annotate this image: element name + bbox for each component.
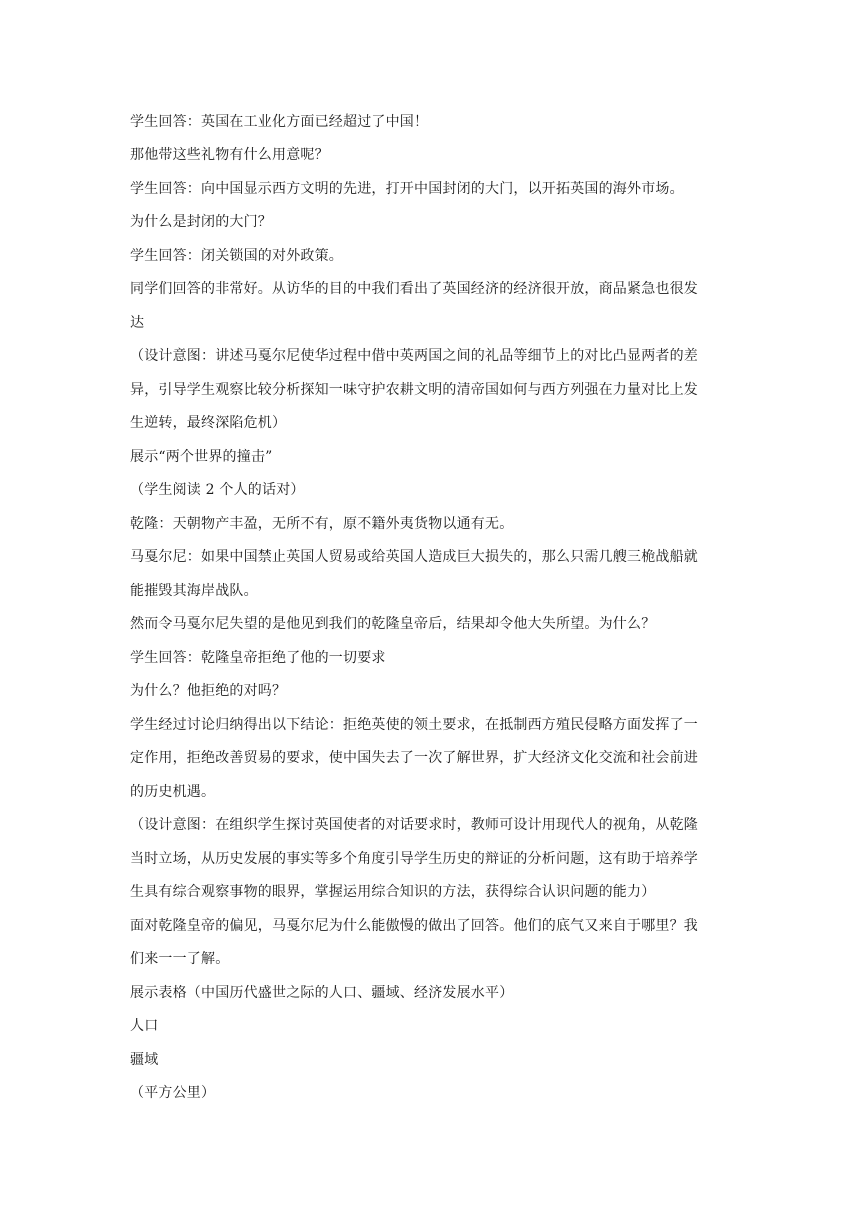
- text-line: 面对乾隆皇帝的偏见，马戛尔尼为什么能傲慢的做出了回答。他们的底气又来自于哪里？我: [130, 918, 698, 934]
- text-line: 学生回答：英国在工业化方面已经超过了中国！: [130, 114, 429, 130]
- text-line: 同学们回答的非常好。从访华的目的中我们看出了英国经济的经济很开放，商品紧急也很发: [130, 281, 698, 297]
- text-line: 们来一一了解。: [130, 951, 230, 967]
- text-line: 学生回答：闭关锁国的对外政策。: [130, 248, 343, 264]
- text-line: 达: [130, 315, 145, 331]
- text-line: 学生回答：乾隆皇帝拒绝了他的一切要求: [130, 650, 386, 666]
- text-line: 当时立场，从历史发展的事实等多个角度引导学生历史的辩证的分析问题，这有助于培养学: [130, 851, 698, 867]
- text-line: 展示“两个世界的撞击”: [130, 449, 273, 465]
- text-line: 为什么？他拒绝的对吗？: [130, 683, 287, 699]
- text-line: 生逆转，最终深陷危机）: [130, 415, 287, 431]
- text-line: 然而令马戛尔尼失望的是他见到我们的乾隆皇帝后，结果却令他大失所望。为什么？: [130, 616, 656, 632]
- text-line: 马戛尔尼：如果中国禁止英国人贸易或给英国人造成巨大损失的，那么只需几艘三桅战船就: [130, 549, 698, 565]
- text-line: 异，引导学生观察比较分析探知一味守护农耕文明的清帝国如何与西方列强在力量对比上发: [130, 382, 698, 398]
- text-line: 那他带这些礼物有什么用意呢？: [130, 147, 329, 163]
- text-line: 定作用，拒绝改善贸易的要求，使中国失去了一次了解世界，扩大经济文化交流和社会前进: [130, 750, 698, 766]
- text-line: 的历史机遇。: [130, 784, 216, 800]
- text-line: 学生经过讨论归纳得出以下结论：拒绝英使的领土要求，在抵制西方殖民侵略方面发挥了一: [130, 717, 698, 733]
- text-line: 乾隆：天朝物产丰盈，无所不有，原不籍外夷货物以通有无。: [130, 516, 514, 532]
- text-line: （学生阅读 2 个人的话对）: [130, 482, 305, 498]
- text-line: （设计意图：讲述马戛尔尼使华过程中借中英两国之间的礼品等细节上的对比凸显两者的差: [130, 348, 698, 364]
- text-line: 生具有综合观察事物的眼界，掌握运用综合知识的方法，获得综合认识问题的能力）: [130, 884, 656, 900]
- text-line: 学生回答：向中国显示西方文明的先进，打开中国封闭的大门，以开拓英国的海外市场。: [130, 181, 684, 197]
- text-line: 展示表格（中国历代盛世之际的人口、疆域、经济发展水平）: [130, 985, 514, 1001]
- text-line: （平方公里）: [130, 1085, 216, 1101]
- text-line: （设计意图：在组织学生探讨英国使者的对话要求时，教师可设计用现代人的视角，从乾隆: [130, 817, 698, 833]
- text-line: 为什么是封闭的大门？: [130, 214, 272, 230]
- text-line: 疆域: [130, 1052, 159, 1068]
- text-line: 能摧毁其海岸战队。: [130, 583, 258, 599]
- text-line: 人口: [130, 1018, 159, 1034]
